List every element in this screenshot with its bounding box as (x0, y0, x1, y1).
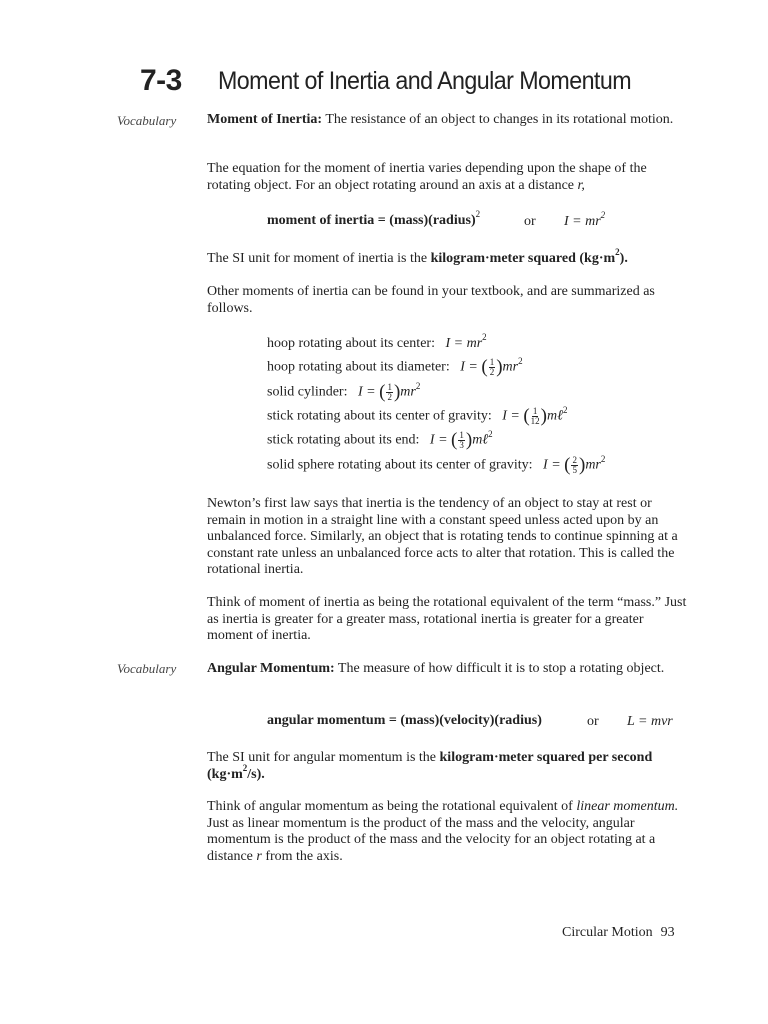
section-title: Moment of Inertia and Angular Momentum (218, 67, 632, 95)
shape-stick-center: stick rotating about its center of gravity: I = ( $\frac{1}{12}$ )mℓ$^2$ (267, 405, 568, 427)
moment-of-inertia-unit: The SI unit for moment of inertia is the kilogram·meter squared $(kg\cdot m^2)$. (207, 247, 628, 266)
intro-variable: r, (577, 177, 585, 193)
shape-hoop-diameter: hoop rotating about its diameter: I = ( $\frac{1}{2}$ )$mr^2$ (267, 356, 523, 378)
shape-stick-end: stick rotating about its end: I = ( $\frac{1}{3}$ )mℓ$^2$ (267, 429, 493, 451)
equation-lhs: moment of inertia = (267, 213, 386, 228)
fraction: $\frac{1}{3}$ (459, 430, 464, 450)
fraction: $\frac{1}{2}$ (387, 382, 392, 402)
other-moments-paragraph: Other moments of inertia can be found in your textbook, and are summarized as follows. (207, 284, 655, 316)
equation-or-2: or (587, 714, 599, 729)
footer-chapter: Circular Motion (562, 925, 653, 940)
page-footer (562, 925, 675, 941)
equation-exponent: 2 (475, 209, 481, 220)
shape-solid-sphere: solid sphere rotating about its center of gravity: I = ( $\frac{2}{5}$ )$mr^2$ (267, 454, 606, 476)
think-moment-of-inertia-paragraph: Think of moment of inertia as being the rotational equivalent of the term “mass.” Just as inertia is greater for a greater mass, rotational inertia is greater for a greater moment of inertia. (207, 595, 687, 643)
section-number: 7-3 (140, 64, 182, 97)
angular-momentum-definition (207, 661, 689, 678)
margin-label-vocabulary-2: Vocabulary (117, 661, 177, 676)
fraction: $\frac{2}{5}$ (572, 455, 577, 475)
definition-term: Angular Momentum: (207, 661, 335, 676)
am-formula: L = mvr (627, 714, 673, 729)
fraction: $\frac{1}{2}$ (489, 357, 495, 377)
fraction: $\frac{1}{12}$ (530, 406, 540, 426)
definition-term: Moment of Inertia: (207, 112, 323, 127)
page-number: 93 (660, 925, 675, 940)
intro-text: The equation for the moment of inertia varies depending upon the shape of the rotating object. For an object rotating around an axis at a distance (207, 161, 647, 193)
shape-hoop-center: hoop rotating about its center: $I = mr^2$ (267, 332, 487, 351)
moment-of-inertia-definition (207, 112, 689, 129)
equation-rhs: (mass)(radius) (385, 213, 476, 228)
moment-of-inertia-intro (207, 161, 689, 194)
angular-momentum-equation: angular momentum = (mass)(velocity)(radius) (267, 713, 542, 728)
angular-momentum-unit: The SI unit for angular momentum is the kilogram·meter squared per second $(kg\cdot m^2/s)$. (207, 750, 653, 782)
shape-solid-cylinder: solid cylinder: I = ( $\frac{1}{2}$ )$mr^2$ (267, 381, 421, 403)
margin-label-vocabulary: Vocabulary (117, 113, 177, 128)
newton-first-law-paragraph: Newton’s first law says that inertia is the tendency of an object to stay at rest or remain in motion in a straight line with a constant speed unless acted upon by an unbalanced force. Similarly, an object that is rotating tends to continue spinning at a constant rate unless an unbalanced force acts to alter that rotation. This is called the rotational inertia. (207, 496, 678, 577)
definition-text: The measure of how difficult it is to stop a rotating object. (334, 661, 665, 676)
moment-of-inertia-equation (267, 209, 481, 229)
equation-or: or (524, 214, 536, 229)
definition-text: The resistance of an object to changes in its rotational motion. (322, 112, 674, 127)
moi-formula: $I = mr^2$ (564, 210, 606, 229)
think-angular-momentum-paragraph: Think of angular momentum as being the rotational equivalent of linear momentum. Just as linear momentum is the product of the mass and the velocity, angular momentum is the product of the mass and the velocity for an object rotating at a distance r from the axis. (207, 799, 679, 864)
